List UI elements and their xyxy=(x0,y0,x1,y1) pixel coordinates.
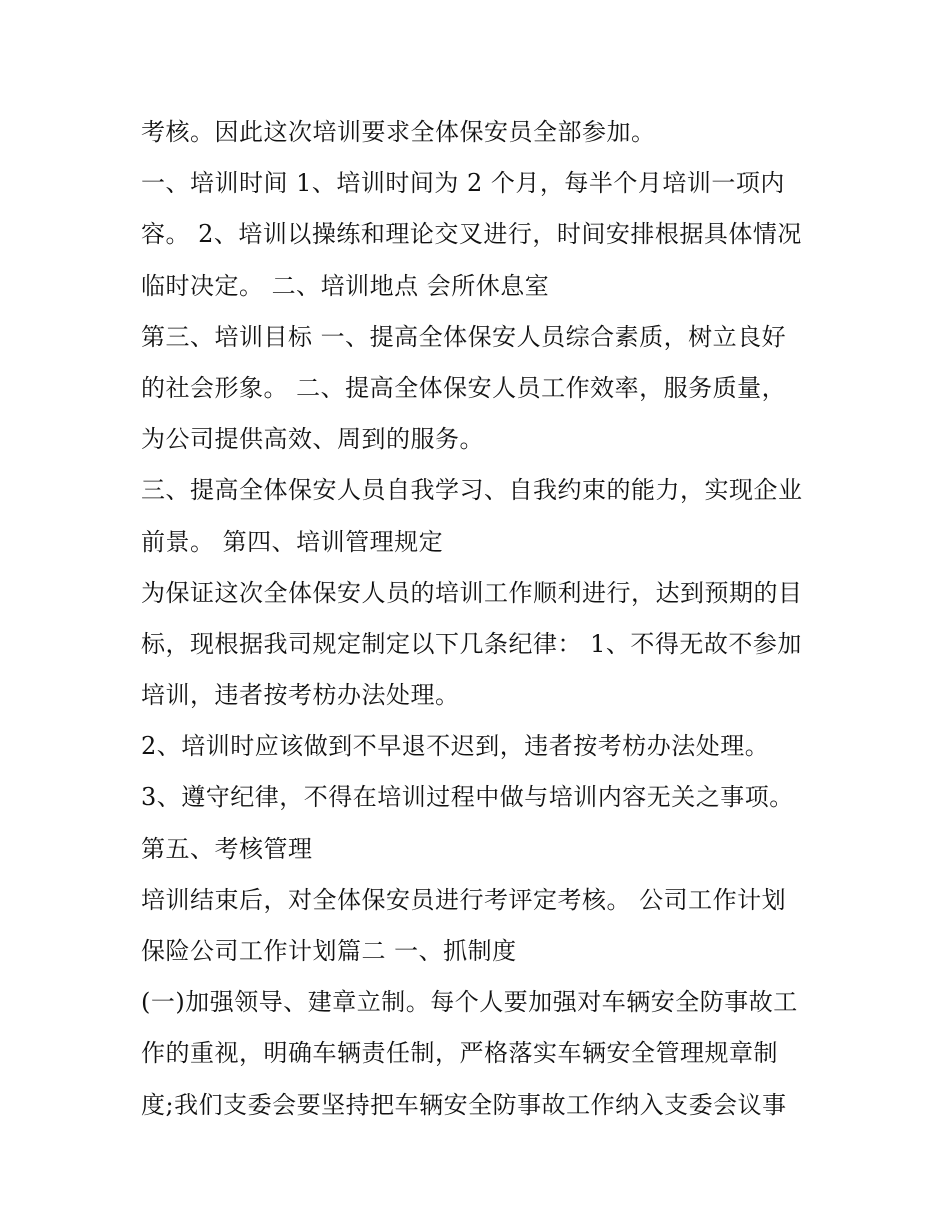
text-line: 保险公司工作计划篇二 一、抓制度 xyxy=(141,937,517,965)
text-line: 2、培训时应该做到不早退不迟到，违者按考枋办法处理。 xyxy=(141,732,770,761)
text-line: 的社会形象。 二、提高全体保安人员工作效率，服务质量， xyxy=(141,373,787,402)
text-line: 培训结束后，对全体保安员进行考评定考核。 公司工作计划 xyxy=(141,885,787,914)
text-line: 前景。 第四、培训管理规定 xyxy=(141,527,444,556)
text-line: 作的重视，明确车辆责任制，严格落实车辆安全管理规章制 xyxy=(141,1039,778,1068)
text-line: 培训，违者按考枋办法处理。 xyxy=(141,681,460,710)
text-line: 度;我们支委会要坚持把车辆安全防事故工作纳入支委会议事 xyxy=(141,1090,787,1119)
text-line: 第五、考核管理 xyxy=(141,834,313,863)
text-line: 为保证这次全体保安人员的培训工作顺利进行，达到预期的目 xyxy=(141,578,803,607)
text-line: 一、培训时间 1、培训时间为 2 个月，每半个月培训一项内 xyxy=(141,169,785,198)
text-line: 考核。因此这次培训要求全体保安员全部参加。 xyxy=(141,118,656,146)
text-line: 3、遵守纪律，不得在培训过程中做与培训内容无关之事项。 xyxy=(141,783,794,812)
text-line: 容。 2、培训以操练和理论交叉进行，时间安排根据具体情况 xyxy=(141,220,802,249)
text-line: 临时决定。 二、培训地点 会所休息室 xyxy=(141,271,550,300)
text-line: 第三、培训目标 一、提高全体保安人员综合素质，树立良好 xyxy=(141,322,787,351)
text-line: 三、提高全体保安人员自我学习、自我约束的能力，实现企业 xyxy=(141,476,803,505)
text-line: (一)加强领导、建章立制。每个人要加强对车辆安全防事故工 xyxy=(141,988,798,1017)
body-text xyxy=(141,107,821,1131)
text-line: 标，现根据我司规定制定以下几条纪律： 1、不得无故不参加 xyxy=(141,629,802,658)
text-line: 为公司提供高效、周到的服务。 xyxy=(141,425,484,454)
